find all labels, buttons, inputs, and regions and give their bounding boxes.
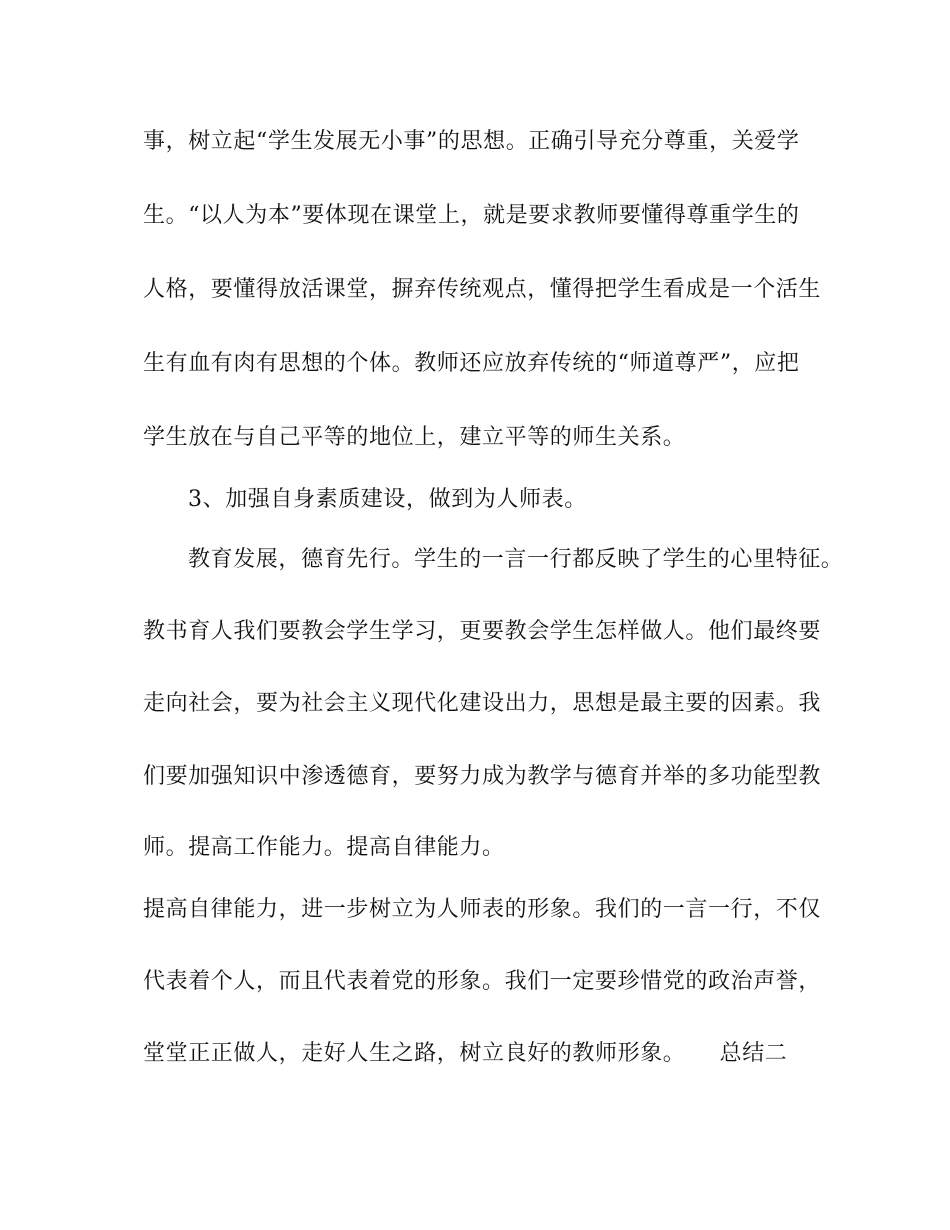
paragraph-line: 代表着个人，而且代表着党的形象。我们一定要珍惜党的政治声誉， (143, 969, 822, 994)
paragraph-line: 学生放在与自己平等的地位上，建立平等的师生关系。 (143, 425, 686, 450)
paragraph-line: 事，树立起“学生发展无小事”的思想。正确引导充分尊重，关爱学 (143, 129, 800, 154)
paragraph-line: 教书育人我们要教会学生学习，更要教会学生怎样做人。他们最终要 (143, 619, 822, 644)
paragraph-line: 生。“以人为本”要体现在课堂上，就是要求教师要懂得尊重学生的 (143, 203, 800, 228)
paragraph-line: 师。提高工作能力。提高自律能力。 (143, 835, 505, 860)
paragraph-line: 教育发展，德育先行。学生的一言一行都反映了学生的心里特征。 (188, 547, 844, 572)
paragraph-line: 生有血有肉有思想的个体。教师还应放弃传统的“师道尊严”，应把 (143, 351, 800, 376)
paragraph-line: 走向社会，要为社会主义现代化建设出力，思想是最主要的因素。我 (143, 691, 822, 716)
paragraph-line: 们要加强知识中渗透德育，要努力成为教学与德育并举的多功能型教 (143, 764, 822, 789)
paragraph-line: 人格，要懂得放活课堂，摒弃传统观点，懂得把学生看成是一个活生 (143, 277, 822, 302)
section-heading: 3、加强自身素质建设，做到为人师表。 (188, 487, 587, 512)
paragraph-line: 堂堂正正做人，走好人生之路，树立良好的教师形象。 总结二 (143, 1041, 788, 1066)
paragraph-line: 提高自律能力，进一步树立为人师表的形象。我们的一言一行，不仅 (143, 897, 822, 922)
